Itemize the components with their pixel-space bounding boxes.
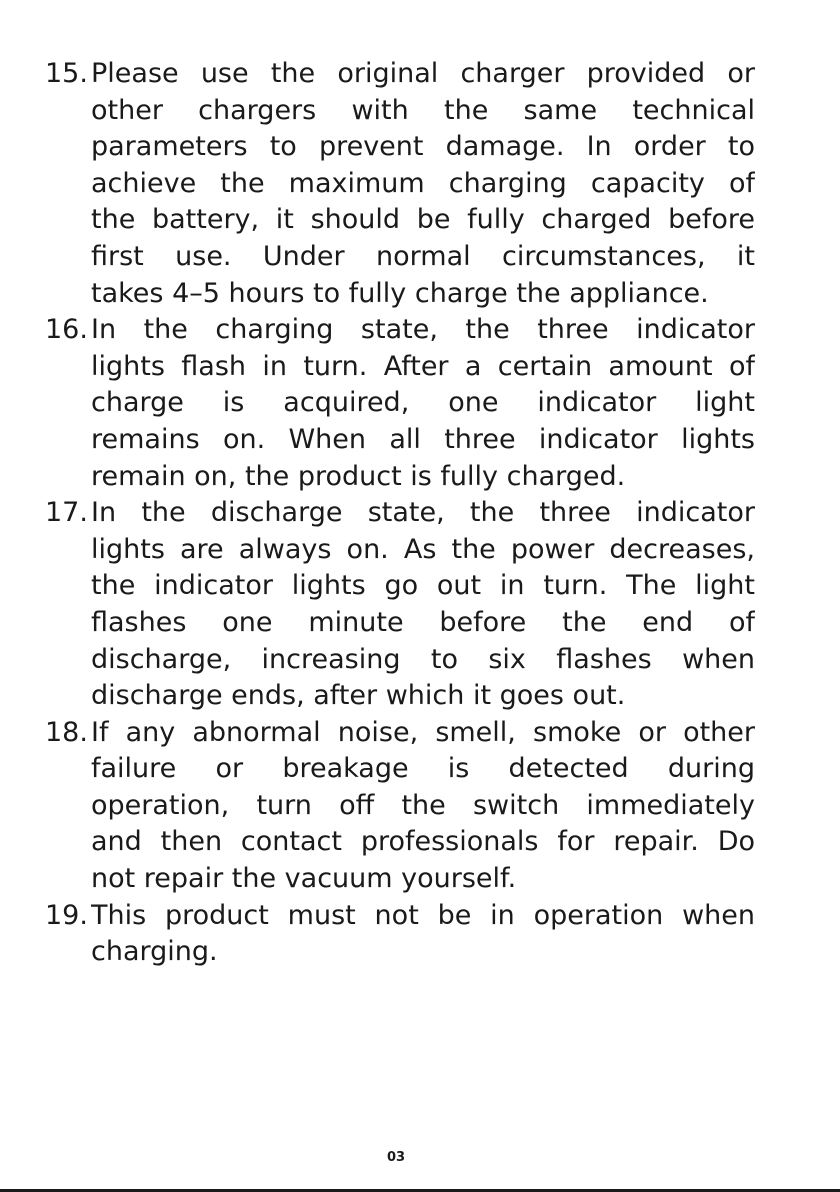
item-text-line: failure or breakage is detected during bbox=[91, 753, 755, 785]
item-text-line: takes 4–5 hours to fully charge the appliance. bbox=[91, 277, 709, 309]
item-text-line: parameters to prevent damage. In order to bbox=[91, 131, 755, 163]
item-text-line: discharge ends, after which it goes out. bbox=[91, 680, 626, 712]
item-text-line: operation, turn off the switch immediately bbox=[91, 789, 755, 821]
item-text-line: In the charging state, the three indicator bbox=[91, 314, 755, 346]
item-text-line: Please use the original charger provided or bbox=[91, 58, 755, 89]
item-text-line: This product must not be in operation when bbox=[91, 899, 755, 931]
item-text-line: and then contact professionals for repair. Do bbox=[91, 826, 755, 858]
item-text-line: remain on, the product is fully charged. bbox=[91, 460, 626, 492]
item-text-line: the indicator lights go out in turn. The light bbox=[91, 570, 755, 602]
item-number: 15. bbox=[45, 58, 88, 89]
item-text-line: remains on. When all three indicator lights bbox=[91, 423, 755, 455]
item-text-line: charging. bbox=[91, 936, 218, 968]
item-text-line: In the discharge state, the three indicator bbox=[91, 497, 755, 529]
list-item bbox=[45, 898, 755, 971]
item-text-line: flashes one minute before the end of bbox=[91, 606, 755, 638]
item-number: 18. bbox=[45, 716, 88, 748]
instruction-list bbox=[45, 56, 755, 971]
item-text-line: lights flash in turn. After a certain amount of bbox=[91, 350, 755, 382]
item-text-line: the battery, it should be fully charged before bbox=[91, 204, 755, 236]
list-item bbox=[45, 56, 755, 312]
item-number: 16. bbox=[45, 314, 88, 346]
list-item bbox=[45, 495, 755, 715]
item-text-line: charge is acquired, one indicator light bbox=[91, 387, 755, 419]
item-text-line: other chargers with the same technical bbox=[91, 94, 755, 126]
item-text-line: If any abnormal noise, smell, smoke or other bbox=[91, 716, 755, 748]
item-text-line: achieve the maximum charging capacity of bbox=[91, 167, 755, 199]
item-number: 19. bbox=[45, 899, 88, 931]
page-number: 03 bbox=[386, 1150, 406, 1165]
item-text-line: lights are always on. As the power decreases, bbox=[91, 533, 755, 565]
item-number: 17. bbox=[45, 497, 88, 529]
item-text-line: first use. Under normal circumstances, it bbox=[91, 240, 755, 272]
item-text-line: not repair the vacuum yourself. bbox=[91, 863, 517, 895]
list-item bbox=[45, 715, 755, 898]
list-item bbox=[45, 312, 755, 495]
item-text-line: discharge, increasing to six flashes when bbox=[91, 643, 755, 675]
